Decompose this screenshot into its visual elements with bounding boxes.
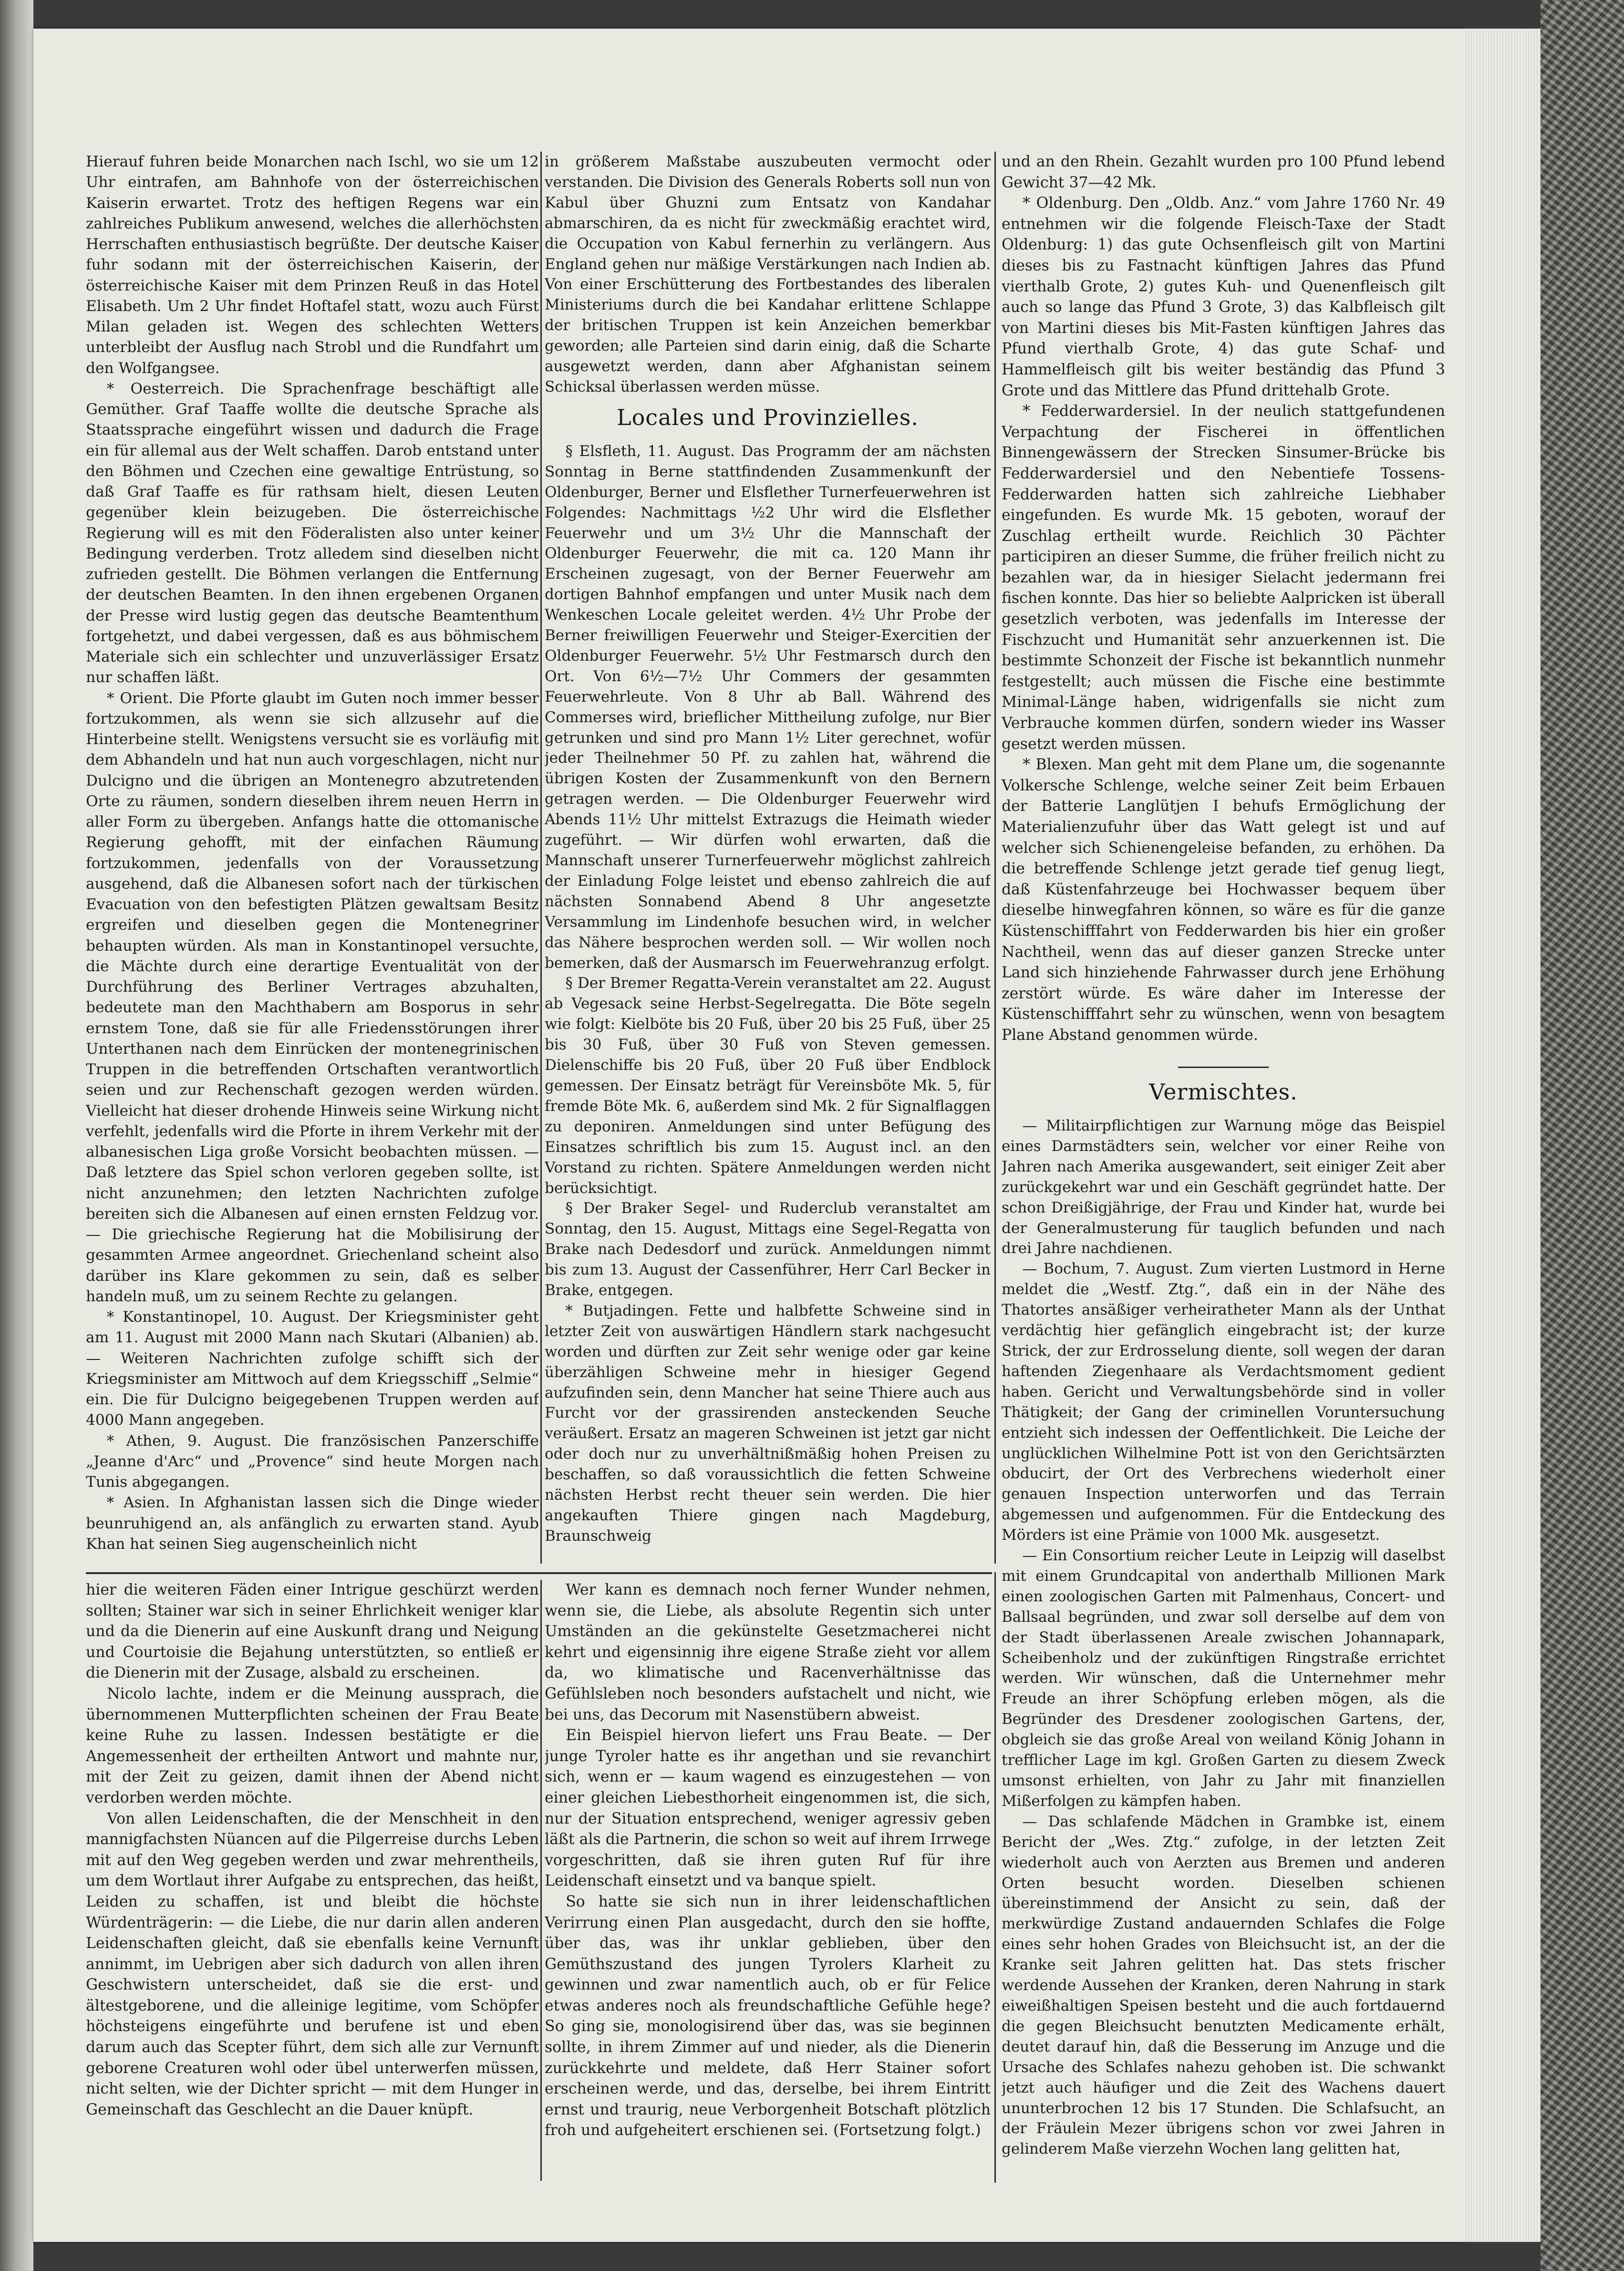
article-paragraph: — Ein Consortium reicher Leute in Leipzig will daselbst mit einem Grundcapital von anderthalb Millionen Mark einen zoologischen Garten mit Palmenhaus, Concert- und Ballsaal begründen, und zwar soll derselbe auf dem von der Stadt überlassenen Areale zwischen Johannapark, Scheibenholz und der zukünftigen Ringstraße errichtet werden. Wir wünschen, daß die Unternehmer mehr Freude an ihrer Schöpfung erleben mögen, als die Begründer des Dresdener zoologischen Gartens, der, obgleich sie das große Areal von weiland König Johann in trefflicher Lage im kgl. Großen Garten zu diesem Zweck umsonst erhielten, von Jahr zu Jahr mit finanziellen Mißerfolgen zu kämpfen haben. (1002, 1547, 1445, 1810)
section-divider (1178, 1067, 1269, 1068)
article-paragraph: — Militairpflichtigen zur Warnung möge das Beispiel eines Darmstädters sein, welcher vor einer Reihe von Jahren nach Amerika ausgewandert, seit einiger Zeit aber zurückgekehrt war und ein Geschäft gegründet hatte. Der schon Dreißigjährige, der Frau und Kinder hat, wurde bei der Generalmusterung für tauglich befunden und nach drei Jahre nachdienen. (1002, 1117, 1445, 1257)
column-locales (545, 152, 991, 1564)
article-paragraph: * Konstantinopel, 10. August. Der Kriegsminister geht am 11. August mit 2000 Mann nach Skutari (Albanien) ab. — Weiteren Nachrichten zufolge schifft sich der Kriegsminister am Mittwoch auf dem Kriegsschiff „Selmie“ ein. Die für Dulcigno beigegebenen Truppen werden auf 4000 Mann angegeben. (86, 1308, 539, 1429)
left-page-edge (0, 0, 33, 2271)
article-paragraph: * Butjadingen. Fette und halbfette Schweine sind in letzter Zeit von auswärtigen Händlern stark nachgesucht worden und dürften zur Zeit sehr wenige oder gar keine überzähligen Schweine mehr in hiesiger Gegend aufzufinden sein, denn Mancher hat seine Thiere auch aus Furcht vor der grassirenden ansteckenden Seuche veräußert. Ersatz an mageren Schweinen ist jetzt gar nicht oder doch nur zu unverhältnißmäßig hohen Preisen zu beschaffen, so daß voraussichtlich die fetten Schweine nächsten Herbst recht theuer sein werden. Die hier angekauften Thiere gingen nach Magdeburg, Braunschweig (545, 1302, 991, 1545)
article-paragraph: * Oesterreich. Die Sprachenfrage beschäftigt alle Gemüther. Graf Taaffe wollte die deutsche Sprache als Staatssprache eingeführt wissen und dadurch die Frage ein für allemal aus der Welt schaffen. Darob entstand unter den Böhmen und Czechen eine gewaltige Entrüstung, so daß Graf Taaffe es für rathsam hielt, diesen Leuten gegenüber klein beizugeben. Die österreichische Regierung will es mit den Föderalisten also unter keiner Bedingung verderben. Trotz alledem sind dieselben nicht zufrieden gestellt. Die Böhmen verlangen die Entfernung der deutschen Beamten. In den ihnen ergebenen Organen der Presse wird lustig gegen das deutsche Beamtenthum fortgehetzt, und dabei vergessen, daß es aus böhmischem Materiale sich ein schlechter und unzuverlässiger Ersatz nur schaffen läßt. (86, 380, 539, 686)
article-paragraph: * Oldenburg. Den „Oldb. Anz.“ vom Jahre 1760 Nr. 49 entnehmen wir die folgende Fleisch-Taxe der Stadt Oldenburg: 1) das gute Ochsenfleisch gilt von Martini dieses bis zu Fastnacht künftigen Jahres das Pfund vierthalb Grote, 2) gutes Kuh- und Quenenfleisch gilt auch so lange das Pfund 3 Grote, 3) das Kalbfleisch gilt von Martini dieses bis Mit-Fasten künftigen Jahres das Pfund vierthalb Grote, 4) das gute Schaf- und Hammelfleisch gilt bis weiter beständig das Pfund 3 Grote und das Mittlere das Pfund drittehalb Grote. (1002, 195, 1445, 399)
feuilleton-paragraph: Wer kann es demnach noch ferner Wunder nehmen, wenn sie, die Liebe, als absolute Regentin sich unter Umständen an die gekünstelte Gesetzmacherei nicht kehrt und eigensinnig ihre eigene Straße zieht vor allem da, wo klimatische und Racenverhältnisse das Gefühlsleben noch besonders aufstachelt und nicht, wie bei uns, das Decorum mit Nasenstübern abweist. (545, 1581, 991, 1723)
article-paragraph: — Bochum, 7. August. Zum vierten Lustmord in Herne meldet die „Westf. Ztg.“, daß ein in der Nähe des Thatortes ansäßiger verheiratheter Mann als der Unthat verdächtig hier gefänglich eingebracht ist; der kurze Strick, der zur Erdrosselung diente, soll wegen der daran haftenden Ziegenhaare als Verdachtsmoment gedient haben. Gericht und Verwaltungsbehörde sind in voller Thätigkeit; der Gang der criminellen Voruntersuchung entzieht sich indessen der Oeffentlichkeit. Die Leiche der unglücklichen Wilhelmine Pott ist von den Gerichtsärzten obducirt, der Ort des Verbrechens wiederholt einer genauen Inspection unterworfen und das Terrain abgemessen und aufgenommen. Für die Entdeckung des Mörders ist eine Prämie von 1000 Mk. ausgesetzt. (1002, 1260, 1445, 1544)
feuilleton-paragraph: Von allen Leidenschaften, die der Menschheit in den mannigfachsten Nüancen auf die Pilgerreise durchs Leben mit auf den Weg gegeben werden und zwar mehrentheils, um dem Wortlaut ihrer Aufgabe zu entsprechen, das heißt, Leiden zu schaffen, ist und bleibt die höchste Würdenträgerin: — die Liebe, die nur darin allen anderen Leidenschaften gleicht, daß sie ebenfalls keine Vernunft annimmt, im Uebrigen aber sich dadurch von allen ihren Geschwistern unterscheidet, daß sie die erst- und ältestgeborene, und die alleinige legitime, vom Schöpfer höchsteigens eingeführte und berufene ist und eben darum auch das Scepter führt, dem sich alle zur Vernunft geborene Creaturen wohl oder übel unterwerfen müssen, nicht selten, wie der Dichter spricht — mit dem Hunger in Gemeinschaft das Geschlecht an die Dauer knüpft. (86, 1810, 539, 2118)
feuilleton-paragraph: Ein Beispiel hiervon liefert uns Frau Beate. — Der junge Tyroler hatte es ihr angethan und sie revanchirt sich, wenn er — kaum wagend es einzugestehen — von einer gleichen Liebesthorheit eingenommen ist, die sich, nur der Situation entsprechend, weniger agressiv geben läßt als die Partnerin, die schon so weit auf ihrem Irrwege vorgeschritten, daß sie ihren guten Ruf für ihre Leidenschaft einsetzt und va banque spielt. (545, 1727, 991, 1890)
section-heading-vermischtes: Vermischtes. (1149, 1079, 1298, 1105)
feuilleton-paragraph: So hatte sie sich nun in ihrer leidenschaftlichen Verirrung einen Plan ausgedacht, durch den sie hoffte, über das, was ihr unklar geblieben, über den Gemüthszustand des jungen Tyrolers Klarheit zu gewinnen und zwar namentlich auch, ob er für Felice etwas anderes noch als freundschaftliche Gefühle hege? So ging sie, monologisirend über das, was sie beginnen sollte, in ihrem Zimmer auf und nieder, als die Dienerin zurückkehrte und meldete, daß Herr Stainer sofort erscheinen werde, und das, derselbe, bei ihrem Eintritt ernst und traurig, neue Verborgenheit Botschaft plötzlich froh und aufgeheitert erschienen sei. (Fortsetzung folgt.) (545, 1893, 991, 2139)
feuilleton-separator (86, 1572, 992, 1574)
article-paragraph: * Blexen. Man geht mit dem Plane um, die sogenannte Volkersche Schlenge, welche seiner Zeit beim Erbauen der Batterie Langlütjen I behufs Ermöglichung der Materialienzufuhr über das Watt gelegt ist und auf welcher sich Schienengeleise befanden, zu erhöhen. Da die betreffende Schlenge jetzt gerade tief genug liegt, daß Küstenfahrzeuge bei Hochwasser bequem über dieselbe hinwegfahren können, so wäre es für die ganze Küstenschifffahrt von Fedderwarden bis hier ein großer Nachtheil, wenn das auf dieser ganzen Strecke unter Land sich hinziehende Fahrwasser durch jene Erhöhung zerstört würde. Es wäre daher im Interesse der Küstenschifffahrt sehr zu wünschen, wenn von besagtem Plane Abstand genommen würde. (1002, 756, 1445, 1044)
article-paragraph: * Orient. Die Pforte glaubt im Guten noch immer besser fortzukommen, als wenn sie sich allzusehr auf die Hinterbeine stellt. Wenigstens versucht sie es vorläufig mit dem Abhandeln und hat nun auch vorgeschlagen, nicht nur Dulcigno und die übrigen an Montenegro abzutretenden Orte zu räumen, sondern dieselben ihrem neuen Herrn in aller Form zu übergeben. Anfangs hatte die ottomanische Regierung gehofft, mit der einfachen Räumung fortzukommen, jedenfalls von der Voraussetzung ausgehend, daß die Albanesen sofort nach der türkischen Evacuation von den befestigten Plätzen gewaltsam Besitz ergreifen und dieselben gegen die Montenegriner behaupten würden. Als man in Konstantinopel versuchte, die Mächte durch eine derartige Eventualität von der Durchführung des Berliner Vertrages abzuhalten, bedeutete man den Machthabern am Bosporus in sehr ernstem Tone, daß sie für alle Friedensstörungen ihrer Unterthanen nach dem Einrücken der montenegrinischen Truppen in die betreffenden Ortschaften verantwortlich seien und zur Rechenschaft gezogen werden würden. Vielleicht hat dieser drohende Hinweis seine Wirkung nicht verfehlt, jedenfalls wird die Pforte in ihrem Verkehr mit der albanesischen Liga große Vorsicht beobachten müssen. — Daß letztere das Spiel schon verloren gegeben sollte, ist nicht anzunehmen; den letzten Nachrichten zufolge bereiten sich die Albanesen auf einen ernsten Feldzug vor. — Die griechische Regierung hat die Mobilisirung der gesammten Armee angeordnet. Griechenland scheint also darüber ins Klare gekommen zu sein, daß es selber handeln muß, um zu seinem Rechte zu gelangen. (86, 689, 539, 1305)
section-heading-locales: Locales und Provinzielles. (617, 404, 919, 430)
article-paragraph: § Elsfleth, 11. August. Das Programm der am nächsten Sonntag in Berne stattfindenden Zusammenkunft der Oldenburger, Berner und Elsflether Turnerfeuerwehren ist Folgendes: Nachmittags ½2 Uhr wird die Elsflether Feuerwehr und um 3½ Uhr die Mannschaft der Oldenburger Feuerwehr, die mit ca. 120 Mann ihr Erscheinen zugesagt, von der Berner Feuerwehr am dortigen Bahnhof empfangen und unter Musik nach dem Wenkeschen Locale geleitet werden. 4½ Uhr Probe der Berner freiwilligen Feuerwehr und Steiger-Exercitien der Oldenburger Feuerwehr. 5½ Uhr Festmarsch durch den Ort. Von 6½—7½ Uhr Commers der gesammten Feuerwehrleute. Von 8 Uhr ab Ball. Während des Commerses wird, brieflicher Mittheilung zufolge, nur Bier getrunken und sind pro Mann 1½ Liter gerechnet, wofür jeder Theilnehmer 50 Pf. zu zahlen hat, während die übrigen Kosten der Zusammenkunft von den Bernern getragen werden. — Die Oldenburger Feuerwehr wird Abends 11½ Uhr mittelst Extrazugs die Heimath wieder zugeführt. — Wir dürfen wohl erwarten, daß die Mannschaft unserer Turnerfeuerwehr möglichst zahlreich der Einladung Folge leistet und ebenso zahlreich die auf nächsten Sonnabend Abend 8 Uhr angesetzte Versammlung im Lindenhofe besuchen wird, in welcher das Nähere besprochen werden soll. — Wir wollen noch bemerken, daß der Ausmarsch im Feuerwehranzug erfolgt. (545, 442, 991, 972)
column-regional (1002, 152, 1445, 1048)
column-rule (994, 152, 996, 1564)
column-rule (540, 152, 542, 1564)
article-paragraph: * Athen, 9. August. Die französischen Panzerschiffe „Jeanne d'Arc“ und „Provence“ sind heute Morgen nach Tunis abgegangen. (86, 1432, 539, 1491)
article-paragraph: in größerem Maßstabe auszubeuten vermocht oder verstanden. Die Division des Generals Roberts soll nun von Kabul über Ghuzni zum Entsatz von Kandahar abmarschiren, da es nicht für zweckmäßig erachtet wird, die Occupation von Kabul fernerhin zu verlängern. Aus England gehen nur mäßige Verstärkungen nach Indien ab. Von einer Erschütterung des Fortbestandes des liberalen Ministeriums durch die bei Kandahar erlittene Schlappe der britischen Truppen ist kein Anzeichen bemerkbar geworden; alle Parteien sind darin einig, daß die Scharte ausgewetzt werden, dann aber Afghanistan seinem Schicksal überlassen werden müsse. (545, 153, 991, 395)
feuilleton-paragraph: Nicolo lachte, indem er die Meinung aussprach, die übernommenen Mutterpflichten scheinen der Frau Beate keine Ruhe zu lassen. Indessen bestätigte er die Angemessenheit der ertheilten Antwort und mahnte nur, mit der Zeit zu geizen, damit ihnen der Abend nicht verdorben werden möchte. (86, 1685, 539, 1806)
article-paragraph: § Der Braker Segel- und Ruderclub veranstaltet am Sonntag, den 15. August, Mittags eine Segel-Regatta von Brake nach Dedesdorf und zurück. Anmeldungen nimmt bis zum 13. August der Cassenführer, Herr Carl Becker in Brake, entgegen. (545, 1200, 991, 1299)
article-paragraph: Hierauf fuhren beide Monarchen nach Ischl, wo sie um 12 Uhr eintrafen, am Bahnhofe von der österreichischen Kaiserin erwartet. Trotz des heftigen Regens war ein zahlreiches Publikum anwesend, welches die allerhöchsten Herrschaften enthusiastisch begrüßte. Der deutsche Kaiser fuhr sodann mit der österreichischen Kaiserin, der österreichische Kaiser mit dem Prinzen Reuß in das Hotel Elisabeth. Um 2 Uhr findet Hoftafel statt, wozu auch Fürst Milan geladen ist. Wegen des schlechten Wetters unterbleibt der Ausflug nach Strobl und die Rundfahrt um den Wolfgangsee. (86, 153, 539, 377)
feuilleton-column-1 (86, 1580, 539, 2181)
column-vermischtes (1002, 1054, 1445, 2161)
page-stack-edge (1464, 29, 1541, 2242)
article-paragraph: * Fedderwardersiel. In der neulich stattgefundenen Verpachtung der Fischerei in öffentlichen Binnengewässern der Strecken Sinsumer-Brücke bis Fedderwardersiel und den Nebentiefe Tossens-Fedderwarden hatten sich zahlreiche Liebhaber eingefunden. Es wurde Mk. 15 geboten, worauf der Zuschlag ertheilt wurde. Reichlich 30 Pächter participiren an dieser Summe, die früher freilich nicht zu bezahlen war, da in hiesiger Sielacht jedermann frei fischen konnte. Das hier so beliebte Aalpricken ist überall gesetzlich verboten, was jedenfalls im Interesse der Fischzucht und Humanität sehr anzuerkennen ist. Die bestimmte Schonzeit der Fische ist bekanntlich nunmehr festgestellt; auch müssen die Fische eine bestimmte Minimal-Länge haben, widrigenfalls sie nicht zum Verbrauche kommen dürfen, sondern wieder ins Wasser gesetzt werden müssen. (1002, 403, 1445, 753)
feuilleton-column-2 (545, 1580, 991, 2181)
feuilleton-paragraph: hier die weiteren Fäden einer Intrigue geschürzt werden sollten; Stainer war sich in seiner Ehrlichkeit weniger klar und da die Dienerin auf eine Auskunft drang und Neigung und Courtoisie die Bejahung unterstützten, so entließ er die Dienerin mit der Zusage, alsbald zu erscheinen. (86, 1581, 539, 1682)
column-rule (540, 1580, 542, 2181)
column-politics (86, 152, 539, 1564)
article-paragraph: § Der Bremer Regatta-Verein veranstaltet am 22. August ab Vegesack seine Herbst-Segelregatta. Die Böte segeln wie folgt: Kielböte bis 20 Fuß, über 20 bis 25 Fuß, über 25 bis 30 Fuß, über 30 Fuß von Steven gemessen. Dielenschiffe bis 20 Fuß, über 20 Fuß über Endblock gemessen. Der Einsatz beträgt für Vereinsböte Mk. 5, für fremde Böte Mk. 6, außerdem sind Mk. 2 für Signalflaggen zu deponiren. Anmeldungen sind unter Befügung des Einsatzes schriftlich bis zum 15. August incl. an den Vorstand zu richten. Spätere Anmeldungen werden nicht berücksichtigt. (545, 975, 991, 1197)
article-paragraph: * Asien. In Afghanistan lassen sich die Dinge wieder beunruhigend an, als anfänglich zu erwarten stand. Ayub Khan hat seinen Sieg augenscheinlich nicht (86, 1494, 539, 1553)
article-paragraph: — Das schlafende Mädchen in Grambke ist, einem Bericht der „Wes. Ztg.“ zufolge, in der letzten Zeit wiederholt auch von Aerzten aus Bremen und anderen Orten besucht worden. Dieselben schienen übereinstimmend der Ansicht zu sein, daß der merkwürdige Zustand andauernden Schlafes die Folge eines sehr hohen Grades von Bleichsucht ist, an der die Kranke seit Jahren gelitten hat. Das stets frischer werdende Aussehen der Kranken, deren Nahrung in stark eiweißhaltigen Speisen besteht und die auch fortdauernd die gegen Bleichsucht benutzten Medicamente erhält, deutet darauf hin, daß die Besserung im Anzuge und die Ursache des Schlafes nahezu gehoben ist. Die schwankt jetzt auch häufiger und die Zeit des Wachens dauert ununterbrochen 12 bis 17 Stunden. Die Schlafsucht, an der Fräulein Mezer übrigens schon vor zwei Jahren in gelinderem Maße vierzehn Wochen lang gelitten hat, (1002, 1813, 1445, 2158)
article-paragraph: und an den Rhein. Gezahlt wurden pro 100 Pfund lebend Gewicht 37—42 Mk. (1002, 153, 1445, 191)
marbled-cover (1541, 0, 1624, 2271)
column-rule (994, 1572, 996, 2183)
